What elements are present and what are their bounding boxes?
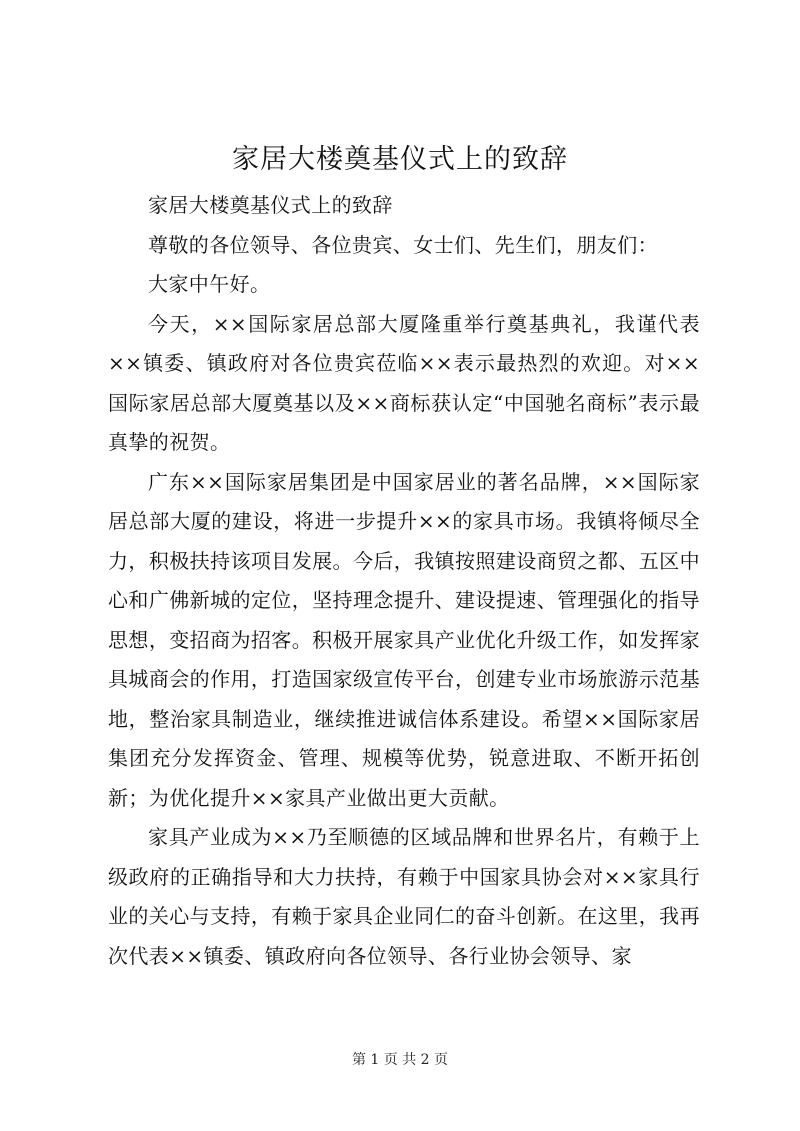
paragraph-gratitude: 家具产业成为××乃至顺德的区域品牌和世界名片，有赖于上级政府的正确指导和大力扶持，有赖于中国家具协会对××家具行业的关心与支持，有赖于家具企业同仁的奋斗创新。在这里，我再次代表××镇委、镇政府向各位领导、各行业协会领导、家 [108,825,700,968]
paragraph-greeting: 大家中午好。 [148,272,271,296]
document-body [108,186,700,976]
paragraph-welcome: 今天，××国际家居总部大厦隆重举行奠基典礼，我谨代表××镇委、镇政府对各位贵宾莅临××表示最热烈的欢迎。对××国际家居总部大厦奠基以及××商标获认定“中国驰名商标”表示最真挚的祝贺。 [108,311,700,454]
page-footer: 第 1 页 共 2 页 [351,1052,449,1068]
paragraph-subtitle: 家居大楼奠基仪式上的致辞 [148,193,393,217]
document-title: 家居大楼奠基仪式上的致辞 [232,144,568,175]
paragraph-salutation: 尊敬的各位领导、各位贵宾、女士们、先生们，朋友们： [148,232,658,257]
paragraph-development: 广东××国际家居集团是中国家居业的著名品牌，××国际家居总部大厦的建设，将进一步提升××的家具市场。我镇将倾尽全力，积极扶持该项目发展。今后，我镇按照建设商贸之都、五区中心和广佛新城的定位，坚持理念提升、建设提速、管理强化的指导思想，变招商为招客。积极开展家具产业优化升级工作，如发挥家具城商会的作用，打造国家级宣传平台，创建专业市场旅游示范基地，整治家具制造业，继续推进诚信体系建设。希望××国际家居集团充分发挥资金、管理、规模等优势，锐意进取、不断开拓创新；为优化提升××家具产业做出更大贡献。 [108,469,700,810]
